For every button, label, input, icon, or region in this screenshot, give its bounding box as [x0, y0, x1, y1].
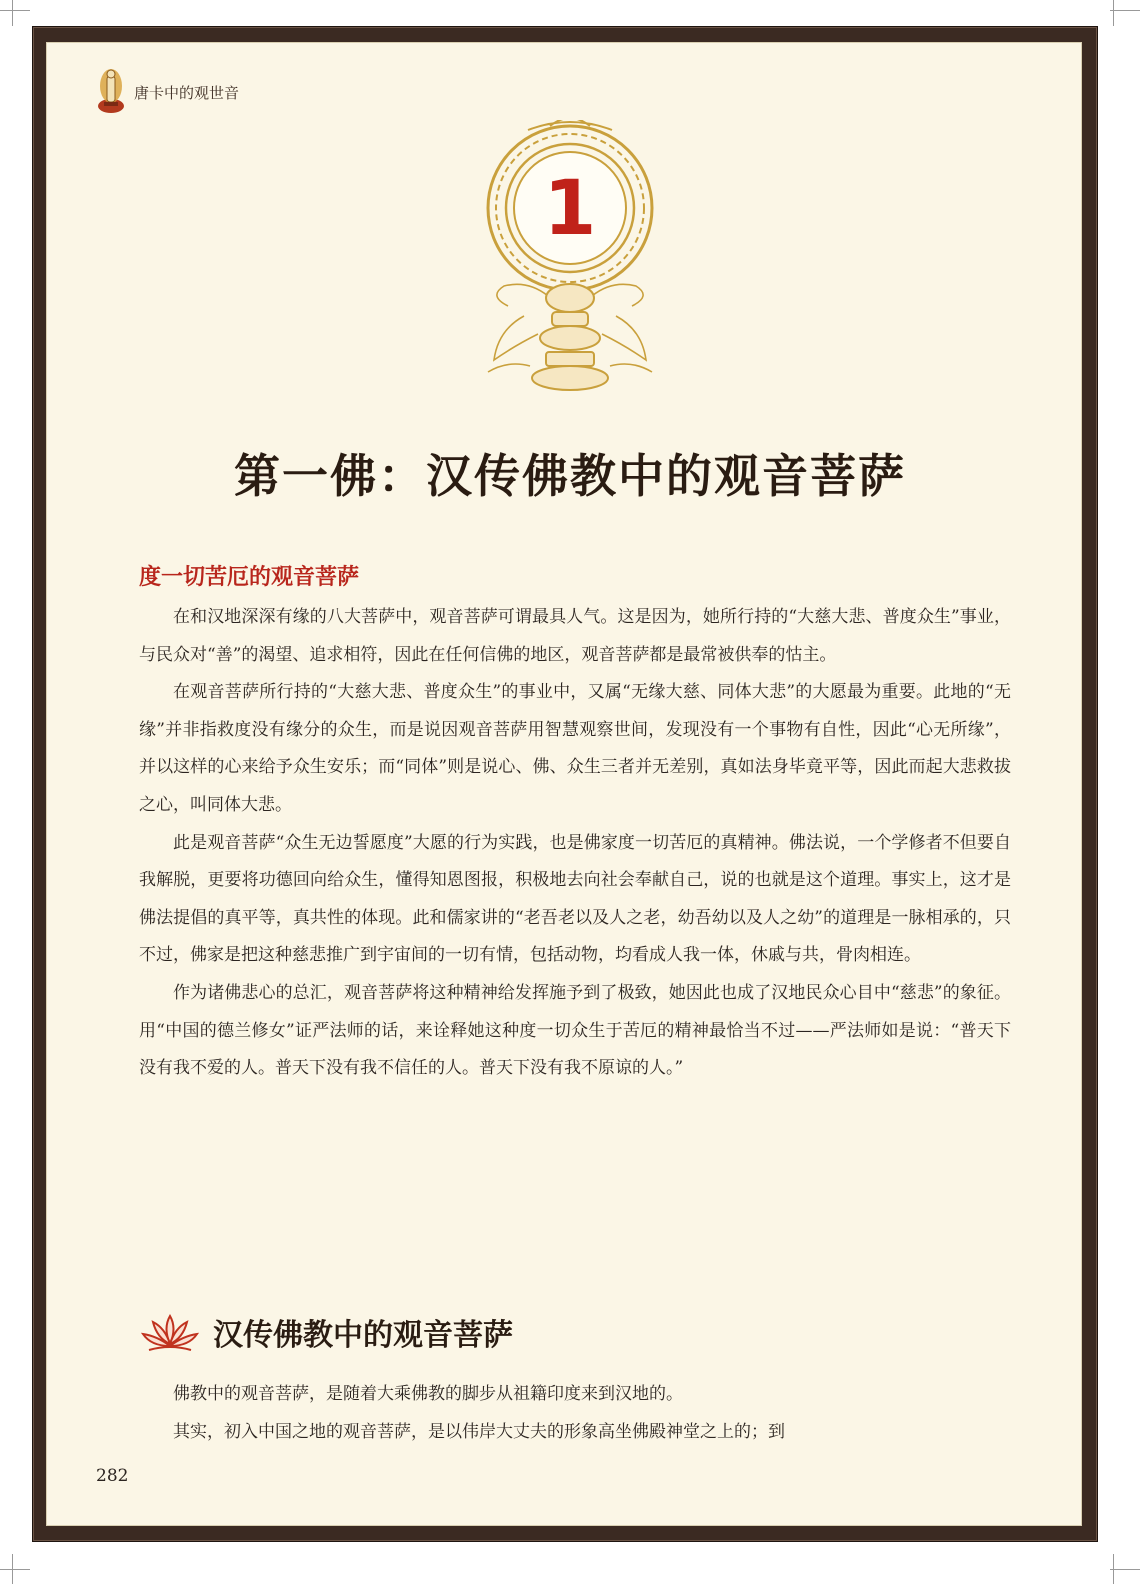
guanyin-figure-icon [96, 66, 126, 114]
crop-mark [12, 0, 13, 26]
section-2-heading-row [139, 1310, 513, 1354]
paragraph: 在观音菩萨所行持的“大慈大悲、普度众生”的事业中，又属“无缘大慈、同体大悲”的大愿最为重要。此地的“无缘”并非指救度没有缘分的众生，而是说因观音菩萨用智慧观察世间，发现没有一个事物有自性，因此“心无所缘”，并以这样的心来给予众生安乐；而“同体”则是说心、佛、众生三者并无差别，真如法身毕竟平等，因此而起大悲救拔之心，叫同体大悲。 [139, 682, 1011, 815]
crop-mark [1110, 1569, 1140, 1570]
page-number: 282 [96, 1466, 129, 1486]
paragraph: 其实，初入中国之地的观音菩萨，是以伟岸大丈夫的形象高坐佛殿神堂之上的；到 [173, 1421, 785, 1442]
section-1-heading: 度一切苦厄的观音菩萨 [139, 565, 360, 590]
paragraph: 作为诸佛悲心的总汇，观音菩萨将这种精神给发挥施予到了极致，她因此也成了汉地民众心目中“慈悲”的象征。用“中国的德兰修女”证严法师的话，来诠释她这种度一切众生于苦厄的精神最恰当不过——严法师如是说：“普天下没有我不爱的人。普天下没有我不信任的人。普天下没有我不原谅的人。” [139, 982, 1011, 1079]
crop-mark [1110, 10, 1140, 11]
running-header [96, 66, 239, 114]
paragraph: 佛教中的观音菩萨，是随着大乘佛教的脚步从祖籍印度来到汉地的。 [173, 1384, 683, 1404]
crop-mark [1113, 1554, 1114, 1584]
crop-mark [12, 1554, 13, 1584]
chapter-title: 第一佛：汉传佛教中的观音菩萨 [234, 449, 906, 503]
crop-mark [0, 1569, 30, 1570]
section-2-heading: 汉传佛教中的观音菩萨 [213, 1318, 513, 1353]
paragraph: 此是观音菩萨“众生无边誓愿度”大愿的行为实践，也是佛家度一切苦厄的真精神。佛法说，一个学修者不但要自我解脱，更要将功德回向给众生，懂得知恩图报，积极地去向社会奉献自己，说的也就是这个道理。事实上，这才是佛法提倡的真平等，真共性的体现。此和儒家讲的“老吾老以及人之老，幼吾幼以及人之幼”的道理是一脉相承的，只不过，佛家是把这种慈悲推广到宇宙间的一切有情，包括动物，均看成人我一体，休戚与共，骨肉相连。 [139, 832, 1011, 966]
lotus-icon [139, 1310, 201, 1354]
ornate-medallion-icon [468, 120, 672, 396]
paragraph: 在和汉地深深有缘的八大菩萨中，观音菩萨可谓最具人气。这是因为，她所行持的“大慈大悲、普度众生”事业，与民众对“善”的渴望、追求相符，因此在任何信佛的地区，观音菩萨都是最常被供奉的怙主。 [139, 607, 1011, 665]
section-2 [139, 1376, 1011, 1451]
header-title: 唐卡中的观世音 [134, 83, 240, 102]
crop-mark [0, 10, 30, 11]
chapter-number: 1 [543, 163, 597, 252]
crop-mark [1113, 0, 1114, 26]
section-1 [139, 560, 1011, 1088]
